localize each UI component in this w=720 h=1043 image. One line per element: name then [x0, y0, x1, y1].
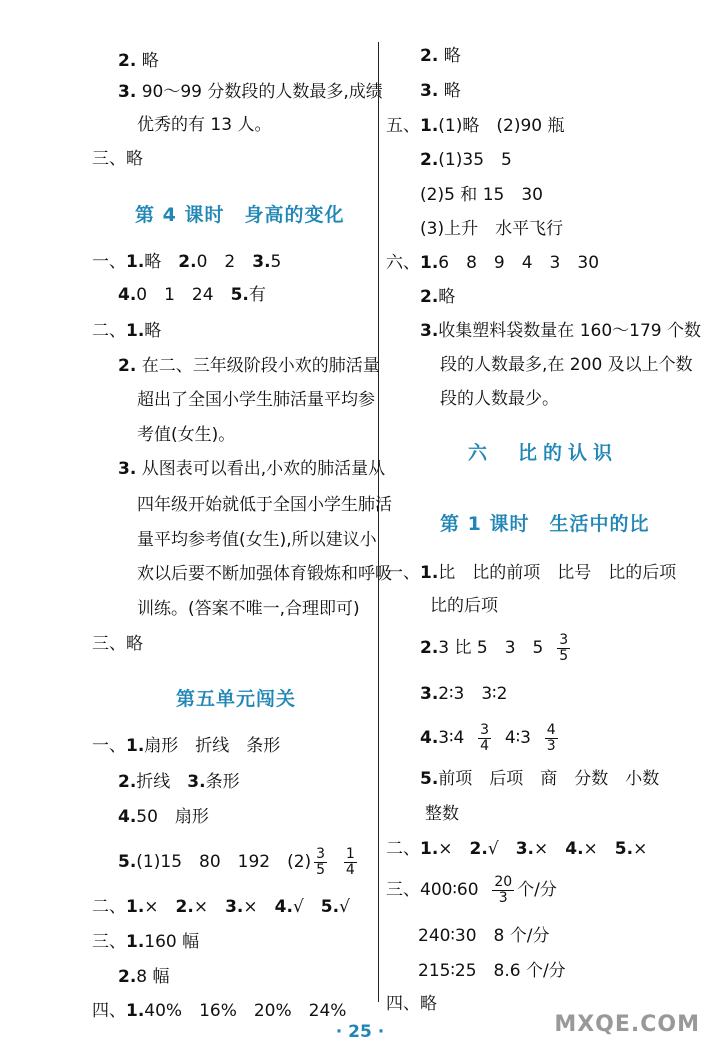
- answer-line: 整数: [425, 804, 459, 824]
- answer-line: 超出了全国小学生肺活量平均参: [137, 390, 375, 410]
- answer-line: [118, 50, 159, 72]
- answer-line: 3. 略: [420, 81, 461, 101]
- answer-line: 二、1.略: [92, 321, 162, 341]
- answer-line: 4.0 1 24 5.有: [118, 285, 266, 305]
- answer-line: 2.3 比 5 3 5 $\frac{3}{5}$: [420, 631, 569, 664]
- answer-line: 欢以后要不断加强体育锻炼和呼吸: [137, 564, 392, 584]
- fraction: $\frac{3}{5}$: [316, 845, 326, 878]
- answer-line: 考值(女生)。: [137, 425, 236, 445]
- answer-line: 240∶30 8 个/分: [418, 926, 550, 946]
- answer-line: 段的人数最少。: [440, 389, 559, 409]
- answer-line: 4.3∶4 $\frac{3}{4}$ 4∶3 $\frac{4}{3}$: [420, 721, 556, 754]
- answer-line: [92, 148, 143, 170]
- section-heading: 六 比的认识: [468, 442, 619, 464]
- answer-line: 六、1.6 8 9 4 3 30: [386, 253, 600, 273]
- fraction: $\frac{20}{3}$: [494, 873, 513, 906]
- answer-line: 2.略: [420, 287, 456, 307]
- answer-line: 三、1.160 幅: [92, 932, 200, 952]
- answer-line: 2.折线 3.条形: [118, 772, 240, 792]
- fraction: $\frac{4}{3}$: [546, 721, 556, 754]
- answer-line: (3)上升 水平飞行: [420, 219, 564, 239]
- answer-line: 段的人数最多,在 200 及以上个数: [440, 355, 693, 375]
- answer-line: (2)5 和 15 30: [420, 185, 543, 205]
- watermark-text: MXQE.COM: [554, 1012, 700, 1037]
- answer-line: 3.收集塑料袋数量在 160～179 个数: [420, 321, 701, 341]
- right-column: [380, 0, 720, 1043]
- answer-line: 一、1.略 2.0 2 3.5: [92, 252, 282, 272]
- section-heading: 第五单元闯关: [176, 688, 297, 710]
- answer-line: 四、1.40% 16% 20% 24%: [92, 1001, 347, 1021]
- answer-line: 5.前项 后项 商 分数 小数: [420, 769, 660, 789]
- answer-line: [118, 81, 383, 103]
- section-heading: 第 1 课时 生活中的比: [440, 513, 650, 535]
- answer-line: 量平均参考值(女生),所以建议小: [137, 530, 377, 550]
- answer-line: 四年级开始就低于全国小学生肺活: [137, 495, 392, 515]
- answer-line: 三、略: [92, 634, 143, 654]
- fraction: $\frac{1}{4}$: [345, 845, 355, 878]
- answer-text: 三、略: [92, 149, 143, 169]
- answer-line: 215∶25 8.6 个/分: [418, 961, 566, 981]
- answer-line: 2.8 幅: [118, 967, 170, 987]
- fraction: $\frac{3}{5}$: [559, 631, 569, 664]
- answer-line: 一、1.扇形 折线 条形: [92, 736, 281, 756]
- answer-line: 四、略: [386, 994, 437, 1014]
- answer-line: 3.2∶3 3∶2: [420, 684, 508, 704]
- section-heading: 第 4 课时 身高的变化: [135, 204, 345, 226]
- page-number: · 25 ·: [335, 1022, 385, 1042]
- answer-line: 5.(1)15 80 192 (2) $\frac{3}{5}$ $\frac{1}{4}$: [118, 845, 355, 878]
- column-divider: [378, 42, 379, 1002]
- answer-line: 一、1.比 比的前项 比号 比的后项: [386, 563, 677, 583]
- answer-line: 比的后项: [430, 596, 498, 616]
- answer-line: [137, 114, 271, 136]
- answer-line: 3. 从图表可以看出,小欢的肺活量从: [118, 459, 386, 479]
- answer-text: 优秀的有 13 人。: [137, 115, 272, 135]
- answer-text: 90～99 分数段的人数最多,成绩: [141, 82, 383, 102]
- answer-line: 二、1.× 2.× 3.× 4.√ 5.√: [92, 897, 350, 917]
- item-number: 2.: [118, 51, 137, 71]
- item-number: 3.: [118, 82, 137, 102]
- answer-line: 2.(1)35 5: [420, 150, 512, 170]
- fraction: $\frac{3}{4}$: [480, 721, 490, 754]
- answer-line: 二、1.× 2.√ 3.× 4.× 5.×: [386, 839, 648, 859]
- answer-line: 训练。(答案不唯一,合理即可): [137, 599, 360, 619]
- answer-line: 五、1.(1)略 (2)90 瓶: [386, 116, 565, 136]
- answer-line: 三、400∶60 $\frac{20}{3}$ 个/分: [386, 873, 557, 906]
- answer-line: 2. 在二、三年级阶段小欢的肺活量: [118, 356, 380, 376]
- answer-text: 略: [141, 51, 159, 71]
- answer-line: 2. 略: [420, 46, 461, 66]
- answer-line: 4.50 扇形: [118, 807, 209, 827]
